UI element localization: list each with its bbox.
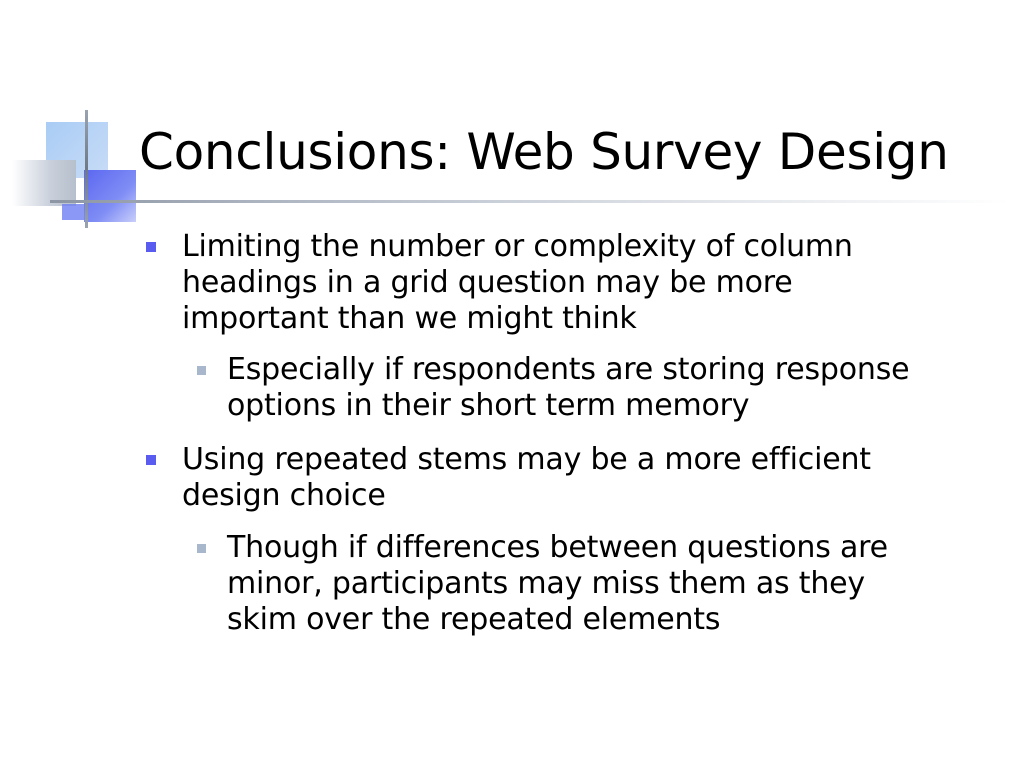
square-bullet-icon	[197, 544, 206, 553]
bullet-line: minor, participants may miss them as they	[227, 566, 865, 601]
bullet-line: Especially if respondents are storing response	[227, 352, 910, 387]
sub-bullet-item	[227, 530, 888, 638]
slide-title: Conclusions: Web Survey Design	[139, 123, 949, 181]
bullet-line: Though if differences between questions are	[227, 530, 888, 565]
sub-bullet-item	[227, 352, 909, 424]
bullet-line: Using repeated stems may be a more efficient	[182, 442, 871, 477]
bullet-item	[182, 229, 853, 337]
square-bullet-icon	[197, 366, 206, 375]
bullet-line: headings in a grid question may be more	[182, 265, 793, 300]
bullet-line: design choice	[182, 478, 386, 513]
bullet-item	[182, 442, 871, 514]
bullet-line: skim over the repeated elements	[227, 602, 721, 637]
square-bullet-icon	[146, 455, 156, 465]
bullet-line: options in their short term memory	[227, 388, 750, 423]
bullet-line: Limiting the number or complexity of column	[182, 229, 853, 264]
bullet-line: important than we might think	[182, 301, 637, 336]
square-bullet-icon	[146, 242, 156, 252]
